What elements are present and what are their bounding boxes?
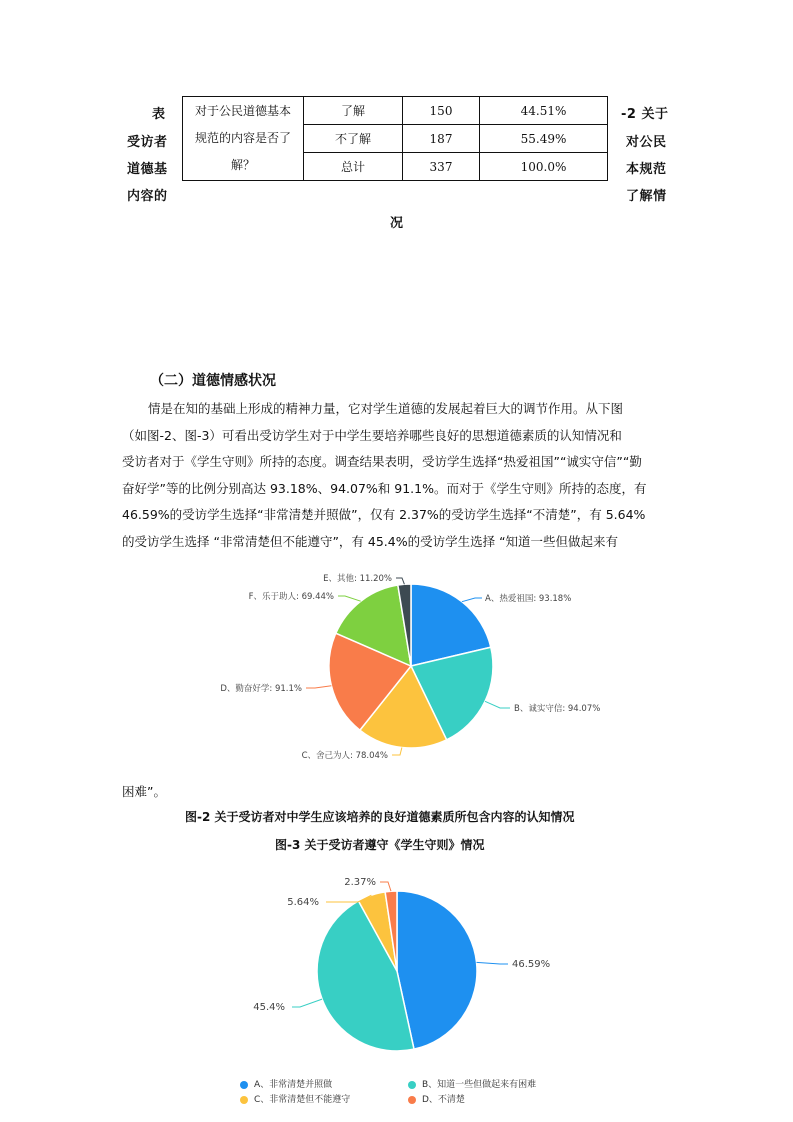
table-title-right-3: 本规范 — [626, 162, 667, 177]
count-cell: 187 — [403, 125, 480, 153]
leader-line — [306, 686, 331, 688]
legend-label: B、知道一些但做起来有困难 — [422, 1080, 537, 1090]
leader-line — [338, 596, 361, 601]
leader-line — [477, 962, 509, 964]
count-cell: 150 — [403, 97, 480, 125]
table-title-left-3: 道德基 — [127, 162, 168, 177]
pie-chart-moral-qualities — [0, 560, 793, 780]
percent-cell: 100.0% — [480, 153, 608, 181]
legend-swatch — [408, 1081, 416, 1089]
slice-label: F、乐于助人: 69.44% — [248, 592, 334, 602]
table-title-right-2: 对公民 — [626, 135, 667, 150]
option-cell: 不了解 — [304, 125, 403, 153]
leader-line — [485, 701, 510, 708]
caption-figure-3: 图-3 关于受访者遵守《学生守则》情况 — [275, 838, 485, 852]
option-cell: 了解 — [304, 97, 403, 125]
paragraph-line: 奋好学”等的比例分别高达 93.18%、94.07%和 91.1%。而对于《学生守则》所持的态度，有 — [122, 480, 647, 496]
leader-line — [462, 598, 482, 602]
body-paragraph — [122, 396, 674, 555]
slice-label: D、勤奋好学: 91.1% — [220, 684, 302, 694]
section-heading: （二）道德情感状况 — [150, 373, 276, 389]
slice-label: B、诚实守信: 94.07% — [514, 704, 601, 714]
leader-line — [392, 748, 402, 756]
paragraph-tail: 困难”。 — [122, 784, 166, 799]
leader-line — [396, 578, 404, 584]
slice-label: A、热爱祖国: 93.18% — [485, 594, 572, 604]
legend-item-d — [408, 1092, 465, 1105]
question-line: 对于公民道德基本 — [194, 104, 291, 118]
legend-swatch — [240, 1081, 248, 1089]
leader-line — [380, 882, 391, 891]
table-title-right-4: 了解情 — [626, 189, 667, 204]
legend-swatch — [240, 1096, 248, 1104]
table-title-left-4: 内容的 — [127, 189, 168, 204]
paragraph-line: 情是在知的基础上形成的精神力量，它对学生道德的发展起着巨大的调节作用。从下图 — [148, 401, 624, 416]
legend-item-a — [240, 1077, 332, 1090]
slice-label: 46.59% — [512, 959, 551, 970]
slice-label: 2.37% — [344, 877, 376, 888]
paragraph-line: （如图-2、图-3）可看出受访学生对于中学生要培养哪些良好的思想道德素质的认知情况和 — [122, 427, 622, 443]
table-title-left-1: 表 — [152, 107, 166, 122]
slice-label: C、舍己为人: 78.04% — [301, 751, 388, 761]
option-cell: 总计 — [304, 153, 403, 181]
slice-label: 45.4% — [253, 1002, 285, 1013]
pie-chart-student-rules — [0, 860, 793, 1060]
table-title-bottom: 况 — [390, 216, 404, 231]
legend-item-b — [408, 1077, 536, 1090]
question-line: 规范的内容是否了 — [194, 131, 291, 145]
table-title-left-2: 受访者 — [127, 135, 168, 150]
legend-swatch — [408, 1096, 416, 1104]
question-cell — [183, 97, 304, 181]
slice-label: E、其他: 11.20% — [323, 574, 392, 584]
legend-label: C、非常清楚但不能遵守 — [254, 1095, 351, 1105]
table-row — [183, 97, 608, 125]
leader-line — [292, 999, 322, 1007]
legend-item-c — [240, 1092, 350, 1105]
survey-table — [182, 96, 608, 181]
paragraph-line: 的受访学生选择 “非常清楚但不能遵守”，有 45.4%的受访学生选择 “知道一些但做起来有 — [122, 533, 619, 549]
table-title-right-1: -2 关于 — [621, 107, 669, 122]
caption-figure-2: 图-2 关于受访者对中学生应该培养的良好道德素质所包含内容的认知情况 — [185, 810, 575, 824]
legend-label: D、不清楚 — [422, 1095, 465, 1105]
count-cell: 337 — [403, 153, 480, 181]
legend-label: A、非常清楚并照做 — [254, 1080, 333, 1090]
question-line: 解？ — [230, 158, 255, 172]
paragraph-line: 46.59%的受访学生选择“非常清楚并照做”，仅有 2.37%的受访学生选择“不清楚”，有 5.64% — [122, 507, 646, 522]
percent-cell: 44.51% — [480, 97, 608, 125]
paragraph-line: 受访者对于《学生守则》所持的态度。调查结果表明，受访学生选择“热爱祖国”“诚实守信”“勤 — [122, 454, 642, 469]
slice-label: 5.64% — [287, 897, 319, 908]
percent-cell: 55.49% — [480, 125, 608, 153]
